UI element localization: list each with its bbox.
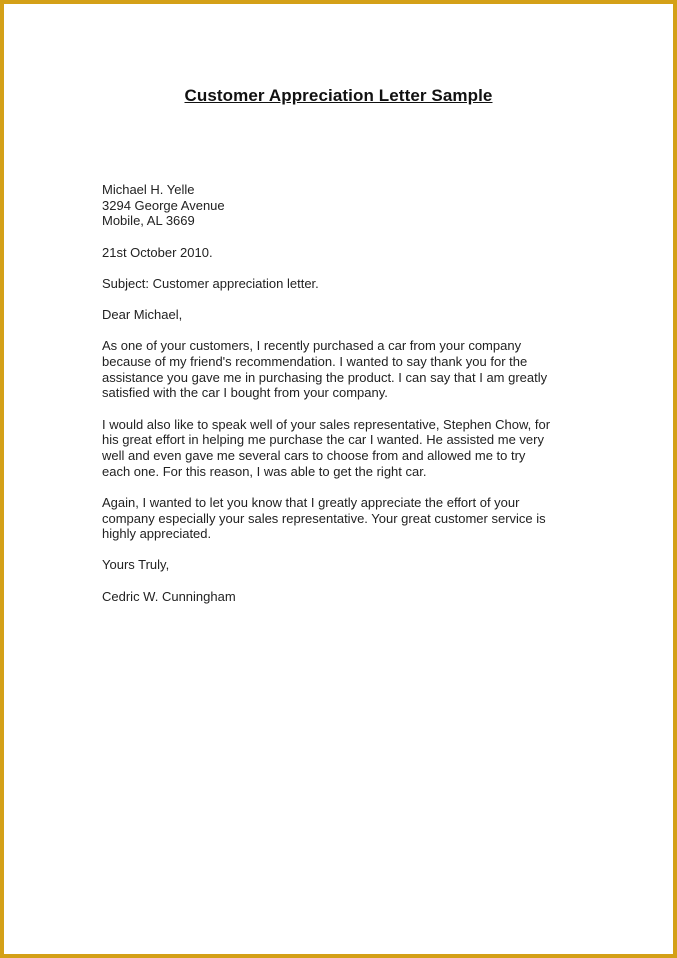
paragraph-line: because of my friend's recommendation. I wanted to say thank you for the xyxy=(102,353,528,369)
letter-title: Customer Appreciation Letter Sample xyxy=(184,86,493,105)
paragraph-1 xyxy=(102,338,602,401)
paragraph-2 xyxy=(102,417,602,480)
paragraph-line: highly appreciated. xyxy=(102,526,212,542)
paragraph-line: As one of your customers, I recently purchased a car from your company xyxy=(102,338,522,354)
paragraph-3 xyxy=(102,495,602,542)
letter-signature: Cedric W. Cunningham xyxy=(102,588,236,604)
letter-salutation: Dear Michael, xyxy=(102,307,183,323)
paragraph-line: satisfied with the car I bought from your company. xyxy=(102,385,388,401)
recipient-city: Mobile, AL 3669 xyxy=(102,213,195,229)
letter-closing: Yours Truly, xyxy=(102,557,170,573)
paragraph-line: assistance you gave me in purchasing the product. I can say that I am greatly xyxy=(102,369,548,385)
letter-body xyxy=(102,182,602,620)
recipient-address xyxy=(102,182,602,229)
paragraph-line: company especially your sales representative. Your great customer service is xyxy=(102,510,546,526)
recipient-street: 3294 George Avenue xyxy=(102,197,225,213)
paragraph-line: well and even gave me several cars to choose from and allowed me to try xyxy=(102,447,526,463)
paragraph-line: I would also like to speak well of your sales representative, Stephen Chow, for xyxy=(102,416,551,432)
paragraph-line: each one. For this reason, I was able to get the right car. xyxy=(102,463,427,479)
paragraph-line: his great effort in helping me purchase the car I wanted. He assisted me very xyxy=(102,432,544,448)
letter-date: 21st October 2010. xyxy=(102,244,213,260)
letter-subject: Subject: Customer appreciation letter. xyxy=(102,275,319,291)
paragraph-line: Again, I wanted to let you know that I greatly appreciate the effort of your xyxy=(102,494,520,510)
recipient-name: Michael H. Yelle xyxy=(102,182,195,197)
